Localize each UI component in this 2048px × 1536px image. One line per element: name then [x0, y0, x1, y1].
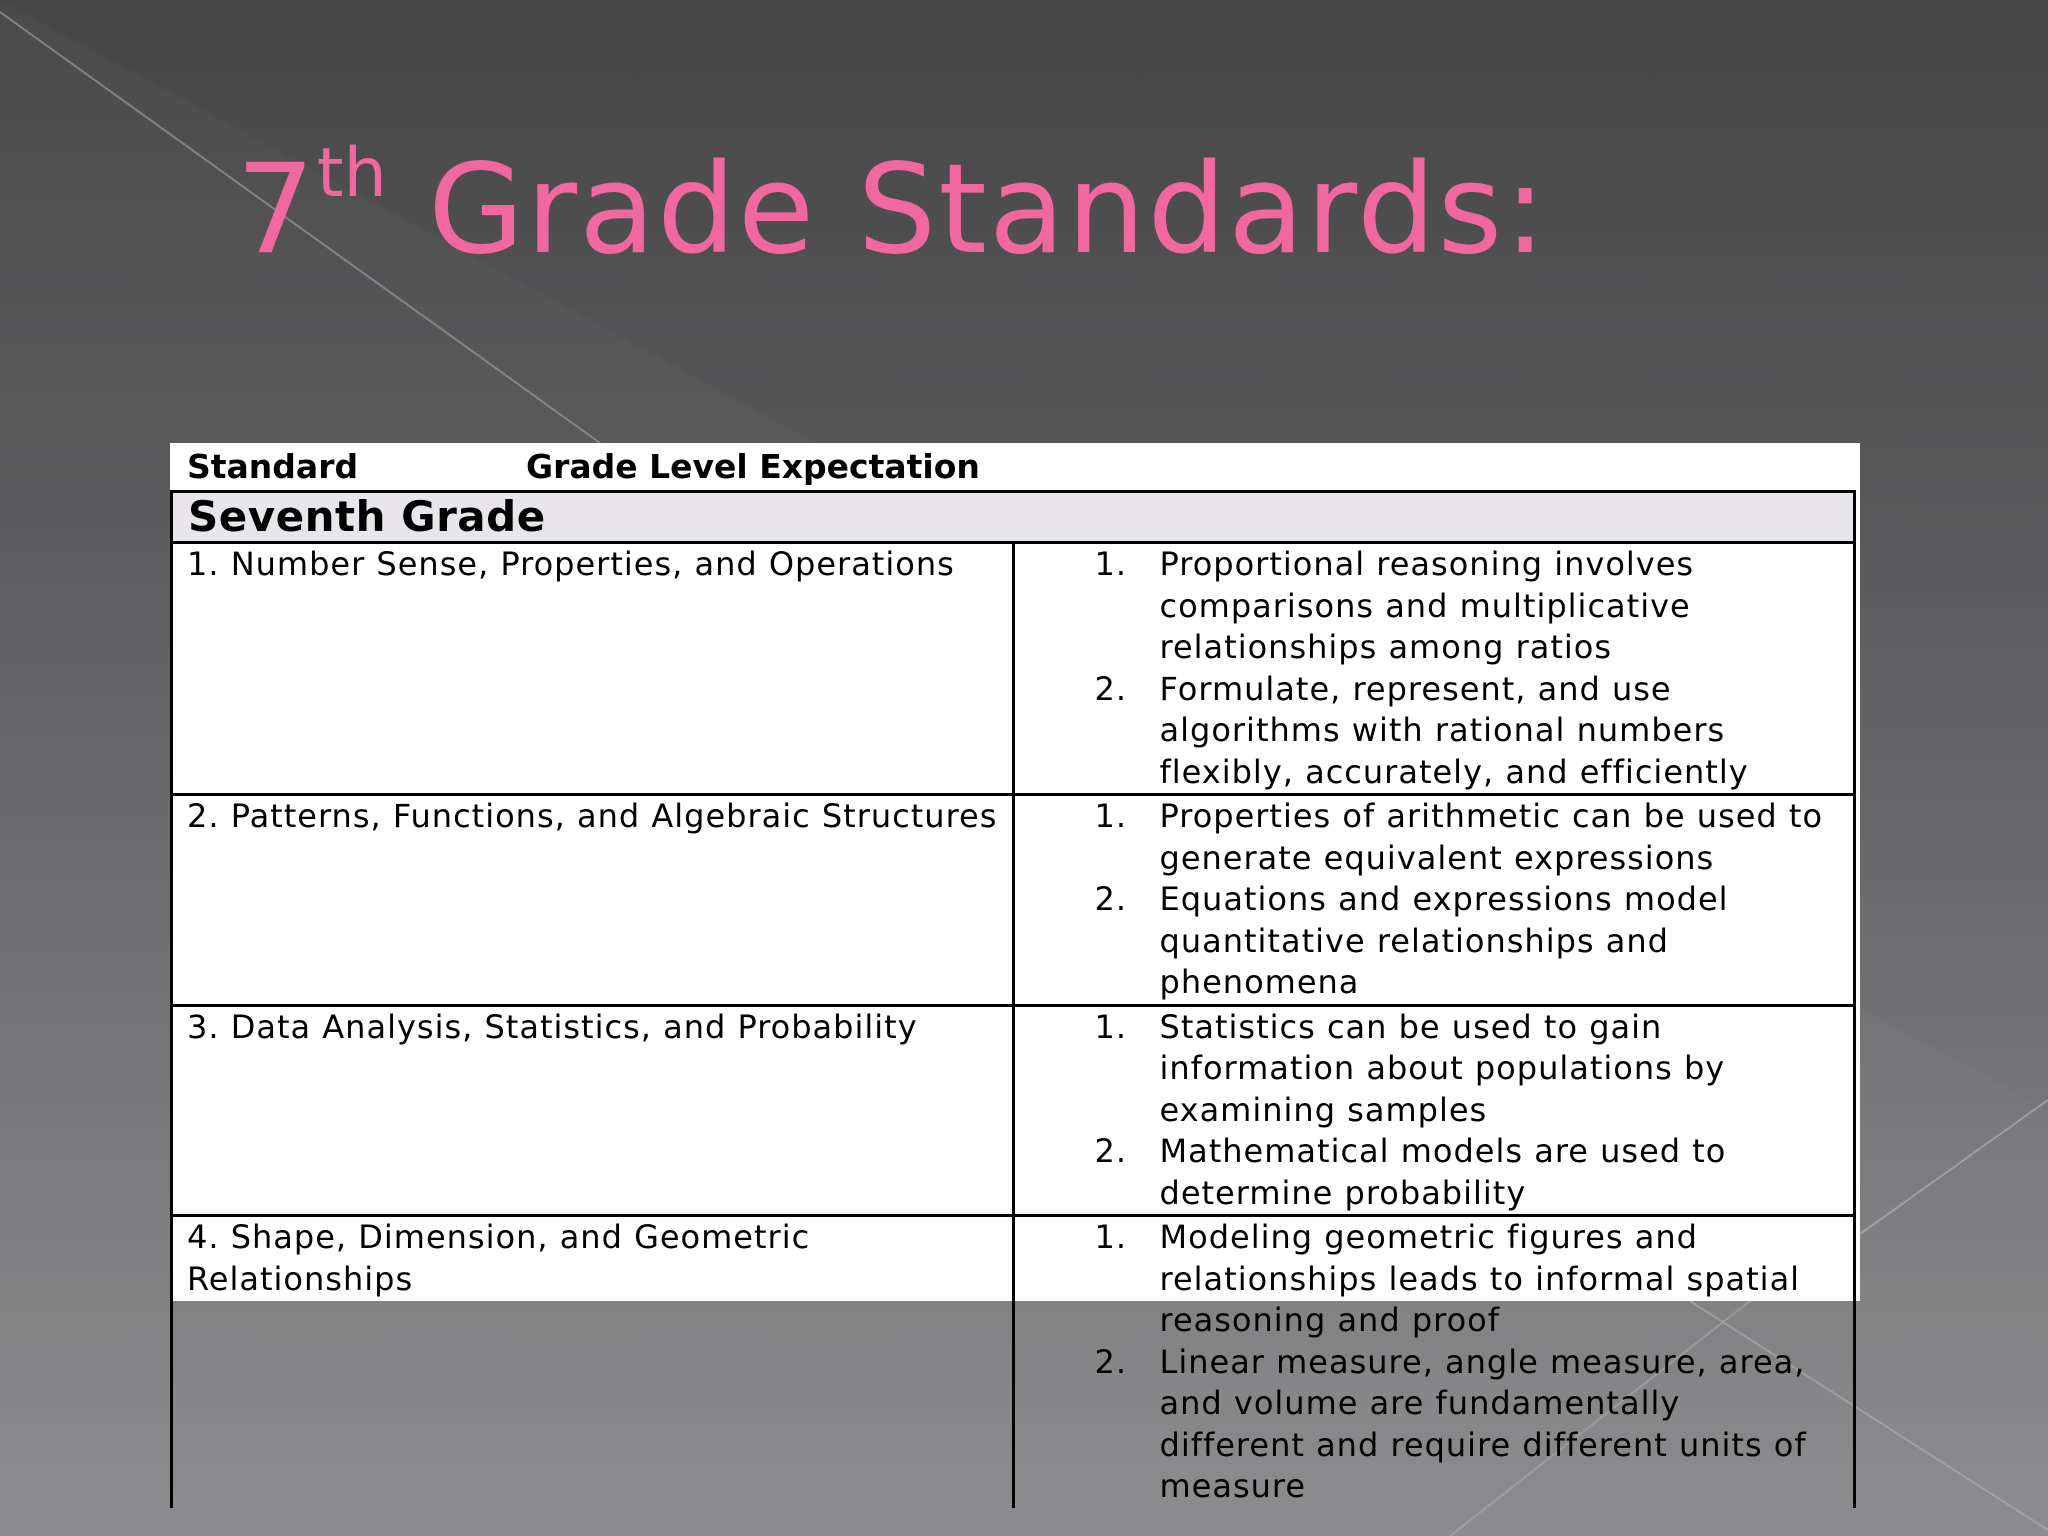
- expectation-cell: [1013, 1216, 1855, 1508]
- expectation-item: [1015, 1007, 1854, 1132]
- expectation-cell: [1013, 543, 1855, 795]
- standards-document: [170, 443, 1860, 1505]
- title-text: Grade Standards:: [386, 138, 1549, 282]
- item-number: 1.: [1094, 797, 1128, 835]
- expectation-item: [1015, 1342, 1854, 1508]
- item-number: 2.: [1094, 1132, 1128, 1170]
- standard-cell: 4. Shape, Dimension, and Geometric Relationships: [172, 1216, 1014, 1508]
- expectation-list: [1015, 1217, 1854, 1508]
- expectation-list: [1015, 796, 1854, 1004]
- table-row: [172, 543, 1855, 795]
- expectation-item: [1015, 879, 1854, 1004]
- standards-table: [170, 490, 1856, 1508]
- expectation-list: [1015, 544, 1854, 793]
- title-superscript: th: [316, 134, 387, 213]
- table-row: [172, 1005, 1855, 1216]
- expectation-item: [1015, 544, 1854, 669]
- standard-cell: 1. Number Sense, Properties, and Operations: [172, 543, 1014, 795]
- table-row: [172, 1216, 1855, 1508]
- header-grade-level-expectation: Grade Level Expectation: [526, 447, 980, 486]
- item-text: Statistics can be used to gain information about populations by examining samples: [1159, 1007, 1726, 1129]
- item-text: Modeling geometric figures and relationships leads to informal spatial reasoning and proof: [1159, 1218, 1801, 1339]
- item-number: 1.: [1094, 545, 1128, 583]
- expectation-list: [1015, 1007, 1854, 1215]
- grade-label: Seventh Grade: [172, 492, 1855, 543]
- expectation-cell: [1013, 1005, 1855, 1216]
- expectation-item: [1015, 1217, 1854, 1342]
- item-text: Properties of arithmetic can be used to generate equivalent expressions: [1159, 797, 1824, 877]
- grade-row: [172, 492, 1855, 543]
- item-number: 1.: [1094, 1007, 1128, 1046]
- standard-cell: 2. Patterns, Functions, and Algebraic Structures: [172, 795, 1014, 1006]
- table-header-row: [170, 443, 1860, 490]
- item-text: Formulate, represent, and use algorithms with rational numbers flexibly, accurately, and efficiently: [1159, 669, 1749, 791]
- item-text: Proportional reasoning involves comparisons and multiplicative relationships among ratios: [1159, 545, 1695, 666]
- slide-title: [236, 134, 1549, 282]
- item-number: 2.: [1094, 1342, 1128, 1381]
- expectation-item: [1015, 669, 1854, 794]
- item-number: 2.: [1094, 669, 1128, 708]
- expectation-item: [1015, 796, 1854, 879]
- table-row: [172, 795, 1855, 1006]
- standard-cell: 3. Data Analysis, Statistics, and Probability: [172, 1005, 1014, 1216]
- title-number: 7: [236, 138, 317, 282]
- header-standard: Standard: [187, 447, 359, 486]
- item-number: 2.: [1094, 880, 1128, 918]
- expectation-cell: [1013, 795, 1855, 1006]
- item-number: 1.: [1094, 1218, 1128, 1256]
- item-text: Mathematical models are used to determine probability: [1159, 1132, 1727, 1212]
- item-text: Equations and expressions model quantitative relationships and phenomena: [1159, 880, 1729, 1001]
- item-text: Linear measure, angle measure, area, and volume are fundamentally different and require different units of measure: [1159, 1342, 1807, 1505]
- expectation-item: [1015, 1131, 1854, 1214]
